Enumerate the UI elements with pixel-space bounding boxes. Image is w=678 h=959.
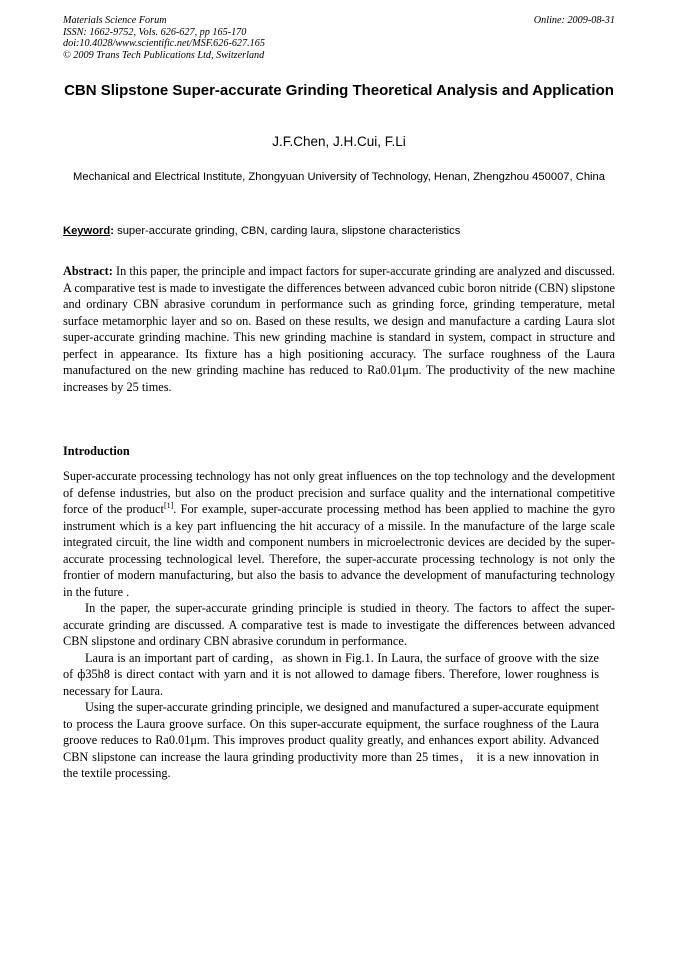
intro-paragraph-1 (63, 468, 615, 600)
intro-p1-part-a: Super-accurate processing technology has not only great influences on the top technology and the development of defense industries, but also on the product precision and surface quality and the international competitive force of the product (63, 469, 615, 516)
introduction-body (63, 468, 615, 782)
introduction-heading: Introduction (63, 444, 130, 458)
intro-paragraph-4: Using the super-accurate grinding principle, we designed and manufactured a super-accurate equipment to process the Laura groove surface. On this super-accurate equipment, the surface roughness of the Laura groove reduces to Ra0.01μm. This improves product quality greatly, and enhances export ability. Advanced CBN slipstone can increase the laura grinding productivity more than 25 times， it is a new innovation in the textile processing. (63, 700, 599, 780)
paper-title: CBN Slipstone Super-accurate Grinding Theoretical Analysis and Application (64, 82, 614, 99)
keyword-line: Keyword: super-accurate grinding, CBN, carding laura, slipstone characteristics (63, 225, 461, 237)
keyword-text: super-accurate grinding, CBN, carding laura, slipstone characteristics (117, 225, 461, 237)
abstract (63, 263, 615, 395)
copyright-line: © 2009 Trans Tech Publications Ltd, Switzerland (63, 49, 265, 61)
doi-line: doi:10.4028/www.scientific.net/MSF.626-627.165 (63, 38, 265, 50)
journal-name: Materials Science Forum (63, 15, 167, 26)
intro-paragraph-2: In the paper, the super-accurate grinding principle is studied in theory. The factors to affect the super-accurate grinding are discussed. A comparative test is made to investigate the differences between advanced CBN slipstone and ordinary CBN abrasive corundum in performance. (63, 601, 615, 648)
authors: J.F.Chen, J.H.Cui, F.Li (272, 134, 406, 149)
intro-paragraph-3: Laura is an important part of carding，as shown in Fig.1. In Laura, the surface of groove with the size of ф35h8 is direct contact with yarn and it is not allowed to damage fibers. Therefore, lower roughness is necessary for Laura. (63, 650, 599, 698)
journal-header (63, 15, 615, 61)
keyword-label: Keyword (63, 225, 111, 237)
issn-line: ISSN: 1662-9752, Vols. 626-627, pp 165-170 (63, 26, 247, 38)
abstract-label: Abstract: (63, 264, 113, 278)
citation-ref: [1] (163, 501, 174, 510)
affiliation: Mechanical and Electrical Institute, Zhongyuan University of Technology, Henan, Zhengzhou 450007, China (73, 171, 605, 183)
intro-p1-part-b: . For example, super-accurate processing method has been applied to machine the gyro instrument which is a key part influencing the hit accuracy of a missile. In the manufacture of the large scale integrated circuit, the line width and component numbers in microelectronic devices are decided by the super-accurate processing technological level. Therefore, the super-accurate processing technology is not only the frontier of modern manufacturing, but also the basis to advance the development of manufacturing technology in the future . (63, 502, 616, 599)
abstract-text: In this paper, the principle and impact factors for super-accurate grinding are analyzed and discussed. A comparative test is made to investigate the differences between advanced cubic boron nitride (CBN) slipstone and ordinary CBN abrasive corundum in performance such as grinding force, grinding temperature, metal surface metamorphic layer and so on. Based on these results, we design and manufacture a carding Laura slot super-accurate grinding machine. This new grinding machine is standard in system, compact in structure and perfect in appearance. Its fixture has a high positioning accuracy. The surface roughness of the Laura manufactured on the new grinding machine has reduced to Ra0.01μm. The productivity of the new machine increases by 25 times. (63, 264, 616, 394)
online-date: Online: 2009-08-31 (533, 15, 615, 26)
